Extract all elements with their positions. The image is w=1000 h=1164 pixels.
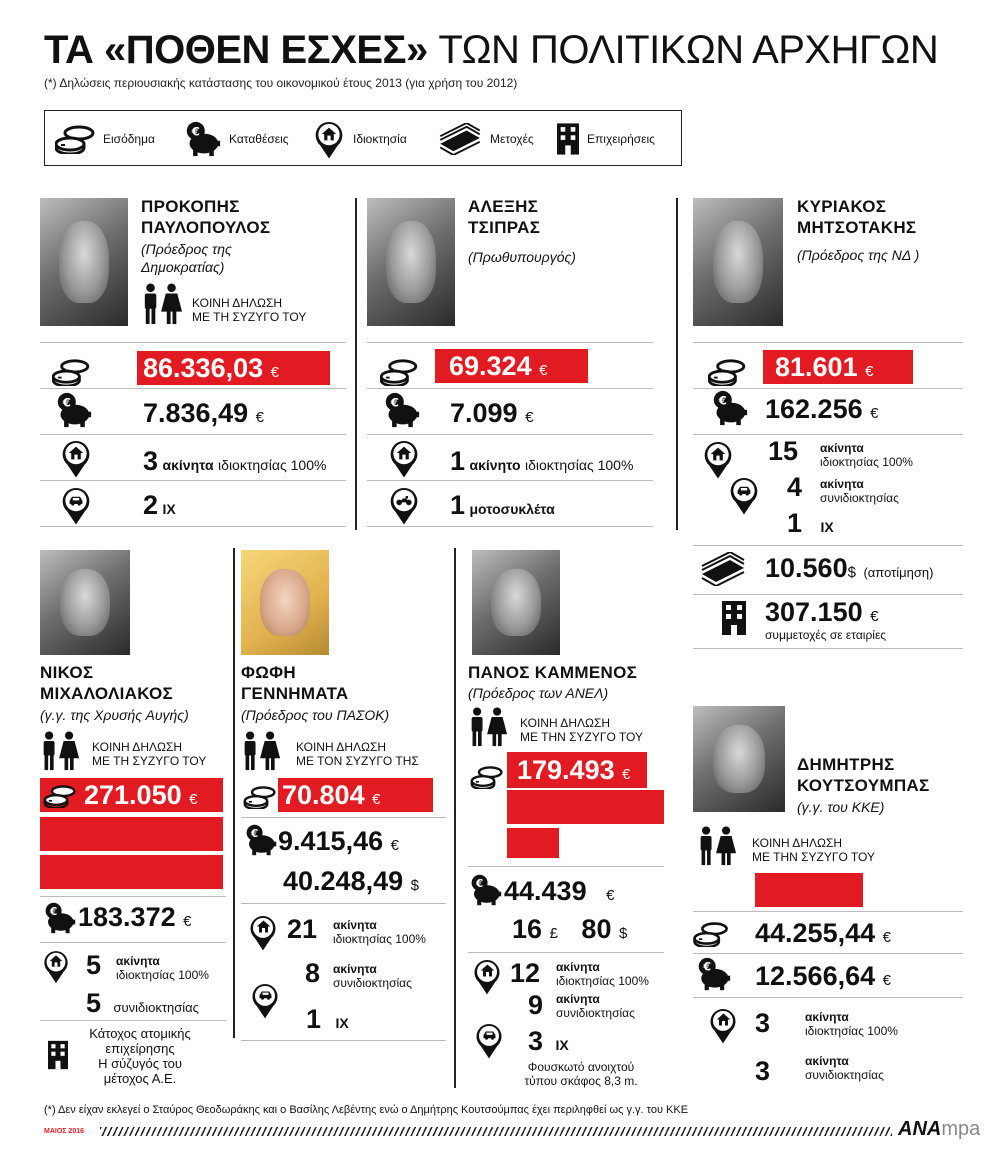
joint-declaration (752, 836, 875, 864)
subtitle: (*) Δηλώσεις περιουσιακής κατάστασης του οικονομικού έτους 2013 (για χρήση του 2012) (44, 76, 518, 90)
redacted-box (507, 790, 664, 824)
deposits-amount: 9.415,46 (278, 826, 384, 856)
property-label-bold: ακίνητα (556, 960, 600, 974)
cars-label: ΙΧ (820, 519, 834, 535)
legend-label: Μετοχές (490, 132, 534, 146)
deposits-usd (283, 866, 419, 901)
property-count: 3 (143, 446, 159, 476)
currency: € (525, 409, 534, 426)
income-value (775, 352, 873, 387)
income-amount: 81.601 (775, 352, 858, 382)
row-divider (367, 480, 653, 481)
ana-mpa-logo (898, 1118, 980, 1141)
name-line: ΚΟΥΤΣΟΥΜΠΑΣ (797, 776, 930, 795)
income-value (84, 780, 197, 815)
legend-label: Ιδιοκτησία (353, 132, 407, 146)
property-count: 21 (287, 914, 318, 944)
portrait-koutsoumpas (693, 706, 785, 812)
property-count: 15 (768, 436, 799, 466)
building-icon (557, 123, 579, 155)
deposits-eur (278, 826, 399, 861)
property-label (556, 960, 649, 988)
coproperty-label: συνιδιοκτησίας (113, 1000, 199, 1015)
portrait-pavlopoulos (40, 198, 128, 326)
row-divider (367, 434, 653, 435)
row-divider (468, 866, 664, 867)
row-divider (367, 342, 653, 343)
coproperty-count: 3 (755, 1056, 771, 1086)
coproperty-label (820, 477, 899, 505)
name-line: ΝΙΚΟΣ (40, 663, 94, 682)
date-label: ΜΑΙΟΣ 2016 (44, 1128, 84, 1135)
joint-line: ΚΟΙΝΗ ΔΗΛΩΣΗ (752, 836, 843, 850)
joint-declaration (296, 740, 419, 768)
property-label-text: συνιδιοκτησίας (820, 491, 899, 505)
currency: € (189, 791, 198, 808)
piggy-bank-icon (44, 902, 76, 934)
name-line: ΓΕΝΝΗΜΑΤΑ (241, 684, 349, 703)
title-thin: ΤΩΝ ΠΟΛΙΤΙΚΩΝ ΑΡΧΗΓΩΝ (438, 28, 939, 72)
logo-part: mpa (941, 1118, 981, 1140)
legend-label: Εισόδημα (103, 132, 155, 146)
income-box (763, 350, 913, 384)
building-icon (48, 1040, 68, 1070)
property-label-bold: ακίνητα (333, 962, 377, 976)
house-pin-icon (313, 118, 345, 160)
deposits-value (755, 961, 891, 996)
name-gennimata (241, 662, 349, 704)
name-line: ΚΥΡΙΑΚΟΣ (797, 197, 887, 216)
business-line: επιχείρησης (105, 1041, 175, 1056)
business-line: Η σύζυγός του (98, 1056, 182, 1071)
coproperty-count: 4 (787, 472, 803, 502)
cars-label: ΙΧ (335, 1015, 349, 1031)
row-divider (40, 342, 346, 343)
income-amount: 70.804 (282, 780, 365, 810)
deposits-value (78, 902, 191, 937)
boat-line: Φουσκωτό ανοιχτού (527, 1060, 635, 1074)
coins-icon (55, 124, 95, 154)
building-icon (722, 600, 746, 636)
currency: € (606, 887, 615, 904)
role-line: Δημοκρατίας) (141, 259, 225, 275)
currency: € (882, 929, 891, 946)
joint-line: ΜΕ ΤΗ ΣΥΖΥΓΟ ΤΟΥ (92, 754, 207, 768)
coproperty-label (556, 992, 635, 1020)
piggy-bank-icon (470, 874, 502, 906)
coins-icon (43, 784, 77, 808)
piggy-bank-icon (384, 392, 420, 428)
property-label-bold: ακίνητο (469, 457, 521, 473)
deposits-amount: 183.372 (78, 902, 176, 932)
row-divider (241, 817, 446, 818)
income-amount: 44.255,44 (755, 918, 876, 948)
business-value (765, 597, 878, 632)
income-box (137, 351, 330, 385)
income-box (40, 778, 223, 812)
property-count: 12 (510, 958, 541, 988)
property-label-bold: ακίνητα (162, 457, 214, 473)
joint-line: ΜΕ ΤΗΝ ΣΥΖΥΓΟ ΤΟΥ (520, 730, 643, 744)
income-value (517, 755, 630, 790)
shares-amount: 10.560 (765, 553, 848, 583)
cars-count: 1 (787, 508, 803, 538)
row-divider (40, 480, 346, 481)
moto-count: 1 (450, 490, 466, 520)
income-box (278, 778, 433, 812)
logo-part: ANA (898, 1118, 942, 1140)
property-label-text: συνιδιοκτησίας (333, 976, 412, 990)
coproperty-label (333, 962, 412, 990)
property-row (143, 446, 326, 477)
redacted-box (507, 828, 559, 858)
name-line: ΔΗΜΗΤΡΗΣ (797, 755, 895, 774)
legend-business (557, 119, 655, 159)
currency: £ (549, 925, 558, 942)
joint-line: ΚΟΙΝΗ ΔΗΛΩΣΗ (92, 740, 183, 754)
car-pin-icon (250, 980, 280, 1020)
house-pin-icon (60, 437, 92, 479)
name-pavlopoulos (141, 196, 270, 238)
property-row (450, 446, 633, 477)
name-kammenos: ΠΑΝΟΣ ΚΑΜΜΕΝΟΣ (468, 663, 638, 682)
currency: € (622, 766, 631, 783)
currency: $ (847, 564, 856, 581)
role-michaloliakos: (γ.γ. της Χρυσής Αυγής) (40, 707, 189, 723)
deposits-amount: 44.439 (504, 876, 587, 906)
income-value (282, 780, 380, 815)
income-value (755, 918, 891, 953)
name-line: ΑΛΕΞΗΣ (468, 197, 539, 216)
name-line: ΦΩΦΗ (241, 663, 297, 682)
couple-icon (697, 826, 737, 866)
row-divider (693, 648, 963, 649)
row-divider (241, 1040, 446, 1041)
income-amount: 69.324 (449, 351, 532, 381)
currency: $ (618, 925, 628, 942)
coproperty-count: 9 (528, 990, 544, 1020)
row-divider (40, 942, 226, 943)
cars-label: ΙΧ (162, 501, 176, 517)
currency: € (882, 972, 891, 989)
legend-income (55, 119, 155, 159)
row-divider (693, 953, 963, 954)
row-divider (693, 911, 963, 912)
moto-label: μοτοσυκλέτα (469, 501, 555, 517)
business-line: Κάτοχος ατομικής (89, 1026, 191, 1041)
piggy-bank-icon (245, 824, 277, 856)
joint-line: ΜΕ ΤΗ ΣΥΖΥΓΟ ΤΟΥ (192, 310, 307, 324)
currency: € (870, 608, 879, 625)
property-label: ιδιοκτησίας 100% (525, 457, 634, 473)
divider (676, 198, 678, 530)
cars-row (528, 1026, 569, 1057)
currency: € (372, 791, 381, 808)
property-label-text: ιδιοκτησίας 100% (820, 455, 913, 469)
role-koutsoumpas: (γ.γ. του ΚΚΕ) (797, 799, 885, 815)
redacted-box (40, 855, 223, 889)
property-label-text: ιδιοκτησίας 100% (333, 932, 426, 946)
currency: € (255, 409, 264, 426)
divider (454, 548, 456, 1088)
portrait-gennimata (241, 550, 329, 655)
footnote: (*) Δεν είχαν εκλεγεί ο Σταύρος Θεοδωράκης και ο Βασίλης Λεβέντης ενώ ο Δημήτρης Κουτσούμπας έχει περιληφθεί ως γ.γ. του ΚΚΕ (44, 1104, 689, 1116)
coins-icon (693, 921, 729, 947)
couple-icon (40, 731, 80, 771)
legend-shares (438, 119, 534, 159)
house-pin-icon (388, 437, 420, 479)
deposits-value (450, 398, 533, 433)
joint-line: ΜΕ ΤΟΝ ΣΥΖΥΓΟ ΤΗΣ (296, 754, 419, 768)
deposits-usd: 80 (581, 914, 612, 944)
car-pin-icon (60, 484, 92, 526)
row-divider (40, 1020, 226, 1021)
role-pavlopoulos (141, 240, 232, 276)
coproperty-count: 5 (86, 988, 102, 1018)
joint-line: ΚΟΙΝΗ ΔΗΛΩΣΗ (520, 716, 611, 730)
shares-value (765, 553, 933, 588)
legend-label: Καταθέσεις (229, 132, 289, 146)
row-divider (40, 388, 346, 389)
property-count: 3 (755, 1008, 771, 1038)
business-note: συμμετοχές σε εταιρίες (765, 628, 887, 642)
coins-icon (470, 765, 504, 789)
motorcycle-pin-icon (388, 484, 420, 526)
deposits-amount: 12.566,64 (755, 961, 876, 991)
deposits-gbp: 16 (512, 914, 543, 944)
shares-note: (αποτίμηση) (863, 565, 934, 580)
row-divider (693, 342, 963, 343)
couple-icon (141, 283, 183, 325)
deposits-amount: 40.248,49 (283, 866, 404, 896)
cars-count: 3 (528, 1026, 544, 1056)
row-divider (40, 526, 346, 527)
name-line: ΜΙΧΑΛΟΛΙΑΚΟΣ (40, 684, 174, 703)
property-count: 1 (450, 446, 466, 476)
coins-icon (243, 785, 277, 809)
joint-declaration (192, 296, 306, 324)
joint-line: ΚΟΙΝΗ ΔΗΛΩΣΗ (296, 740, 387, 754)
coproperty-row (86, 988, 199, 1019)
property-label-bold: ακίνητα (820, 477, 864, 491)
deposits-value (765, 394, 878, 429)
role-tsipras: (Πρωθυπουργός) (468, 249, 576, 265)
coproperty-count: 8 (305, 958, 321, 988)
coins-icon (380, 358, 418, 386)
name-line: ΜΗΤΣΟΤΑΚΗΣ (797, 218, 917, 237)
currency: € (539, 362, 548, 379)
house-pin-icon (42, 947, 70, 985)
hatch-divider (100, 1127, 892, 1136)
cars-row (143, 490, 176, 521)
property-label-bold: ακίνητα (333, 918, 377, 932)
currency: $ (410, 877, 419, 894)
role-kammenos: (Πρόεδρος των ΑΝΕΛ) (468, 685, 609, 701)
property-label-bold: ακίνητα (805, 1010, 849, 1024)
row-divider (693, 388, 963, 389)
page-title (44, 28, 938, 73)
piggy-bank-icon (185, 121, 221, 157)
coproperty-label (805, 1054, 884, 1082)
name-tsipras (468, 196, 540, 238)
property-label (820, 441, 913, 469)
piggy-bank-icon (697, 957, 731, 991)
title-bold: ΤΑ «ΠΟΘΕΝ ΕΣΧΕΣ» (44, 28, 428, 72)
boat-note (520, 1060, 642, 1088)
banknotes-icon (438, 123, 482, 155)
row-divider (40, 896, 226, 897)
row-divider (367, 388, 653, 389)
property-label-text: συνιδιοκτησίας (556, 1006, 635, 1020)
piggy-bank-icon (56, 392, 92, 428)
row-divider (40, 434, 346, 435)
property-label-bold: ακίνητα (116, 954, 160, 968)
income-box (435, 349, 588, 383)
property-label-text: συνιδιοκτησίας (805, 1068, 884, 1082)
car-pin-icon (728, 474, 760, 516)
legend-deposits (185, 119, 289, 159)
deposits-amount: 162.256 (765, 394, 863, 424)
redacted-box (755, 873, 863, 907)
portrait-mitsotakis (693, 198, 783, 326)
joint-line: ΚΟΙΝΗ ΔΗΛΩΣΗ (192, 296, 283, 310)
name-koutsoumpas (797, 754, 929, 796)
name-line: ΠΑΥΛΟΠΟΥΛΟΣ (141, 218, 271, 237)
legend-property (313, 119, 407, 159)
currency: € (865, 363, 874, 380)
property-label-text: ιδιοκτησίας 100% (556, 974, 649, 988)
property-label (116, 954, 209, 982)
income-value (449, 351, 547, 386)
business-line: μέτοχος Α.Ε. (103, 1071, 177, 1086)
row-divider (468, 952, 664, 953)
legend-label: Επιχειρήσεις (587, 132, 655, 146)
currency: € (390, 837, 399, 854)
car-pin-icon (474, 1020, 504, 1060)
row-divider (693, 594, 963, 595)
business-amount: 307.150 (765, 597, 863, 627)
redacted-box (40, 817, 223, 851)
row-divider (693, 434, 963, 435)
divider (233, 548, 235, 1038)
currency: € (270, 364, 279, 381)
property-label-bold: ακίνητα (820, 441, 864, 455)
business-note (80, 1026, 200, 1086)
property-label (805, 1010, 898, 1038)
row-divider (241, 903, 446, 904)
name-mitsotakis (797, 196, 916, 238)
name-michaloliakos (40, 662, 173, 704)
cars-row (787, 508, 834, 539)
income-value (143, 353, 279, 388)
joint-declaration (520, 716, 643, 744)
house-pin-icon (248, 912, 278, 952)
deposits-amount: 7.836,49 (143, 398, 249, 428)
role-gennimata: (Πρόεδρος του ΠΑΣΟΚ) (241, 707, 390, 723)
cars-row (306, 1004, 349, 1035)
property-label-text: ιδιοκτησίας 100% (116, 968, 209, 982)
boat-line: τύπου σκάφος 8,3 m. (524, 1074, 638, 1088)
cars-count: 2 (143, 490, 159, 520)
portrait-tsipras (367, 198, 455, 326)
currency: € (183, 913, 192, 930)
income-amount: 86.336,03 (143, 353, 264, 383)
cars-label: ΙΧ (555, 1037, 569, 1053)
divider (355, 198, 357, 530)
couple-icon (241, 731, 281, 771)
property-label: ιδιοκτησίας 100% (218, 457, 327, 473)
role-line: (Πρόεδρος της (141, 241, 232, 257)
joint-declaration (92, 740, 206, 768)
property-label (333, 918, 426, 946)
income-amount: 271.050 (84, 780, 182, 810)
coins-icon (52, 358, 90, 386)
income-amount: 179.493 (517, 755, 615, 785)
house-pin-icon (472, 956, 502, 996)
name-line: ΠΡΟΚΟΠΗΣ (141, 197, 240, 216)
portrait-michaloliakos (40, 550, 130, 655)
joint-line: ΜΕ ΤΗΝ ΣΥΖΥΓΟ ΤΟΥ (752, 850, 875, 864)
moto-row (450, 490, 555, 521)
deposits-amount: 7.099 (450, 398, 518, 428)
house-pin-icon (708, 1005, 738, 1045)
property-label-bold: ακίνητα (805, 1054, 849, 1068)
role-mitsotakis: (Πρόεδρος της ΝΔ ) (797, 247, 920, 263)
deposits-other (512, 914, 627, 949)
cars-count: 1 (306, 1004, 322, 1034)
deposits-eur (504, 876, 614, 911)
piggy-bank-icon (712, 390, 748, 426)
legend (44, 110, 682, 166)
property-label-bold: ακίνητα (556, 992, 600, 1006)
banknotes-icon (700, 552, 746, 586)
currency: € (870, 405, 879, 422)
row-divider (367, 526, 653, 527)
property-label-text: ιδιοκτησίας 100% (805, 1024, 898, 1038)
row-divider (693, 997, 963, 998)
portrait-kammenos (472, 550, 560, 655)
couple-icon (468, 707, 508, 747)
income-box (507, 752, 647, 788)
deposits-value (143, 398, 264, 433)
coins-icon (708, 358, 746, 386)
property-count: 5 (86, 950, 102, 980)
row-divider (693, 545, 963, 546)
name-line: ΤΣΙΠΡΑΣ (468, 218, 541, 237)
